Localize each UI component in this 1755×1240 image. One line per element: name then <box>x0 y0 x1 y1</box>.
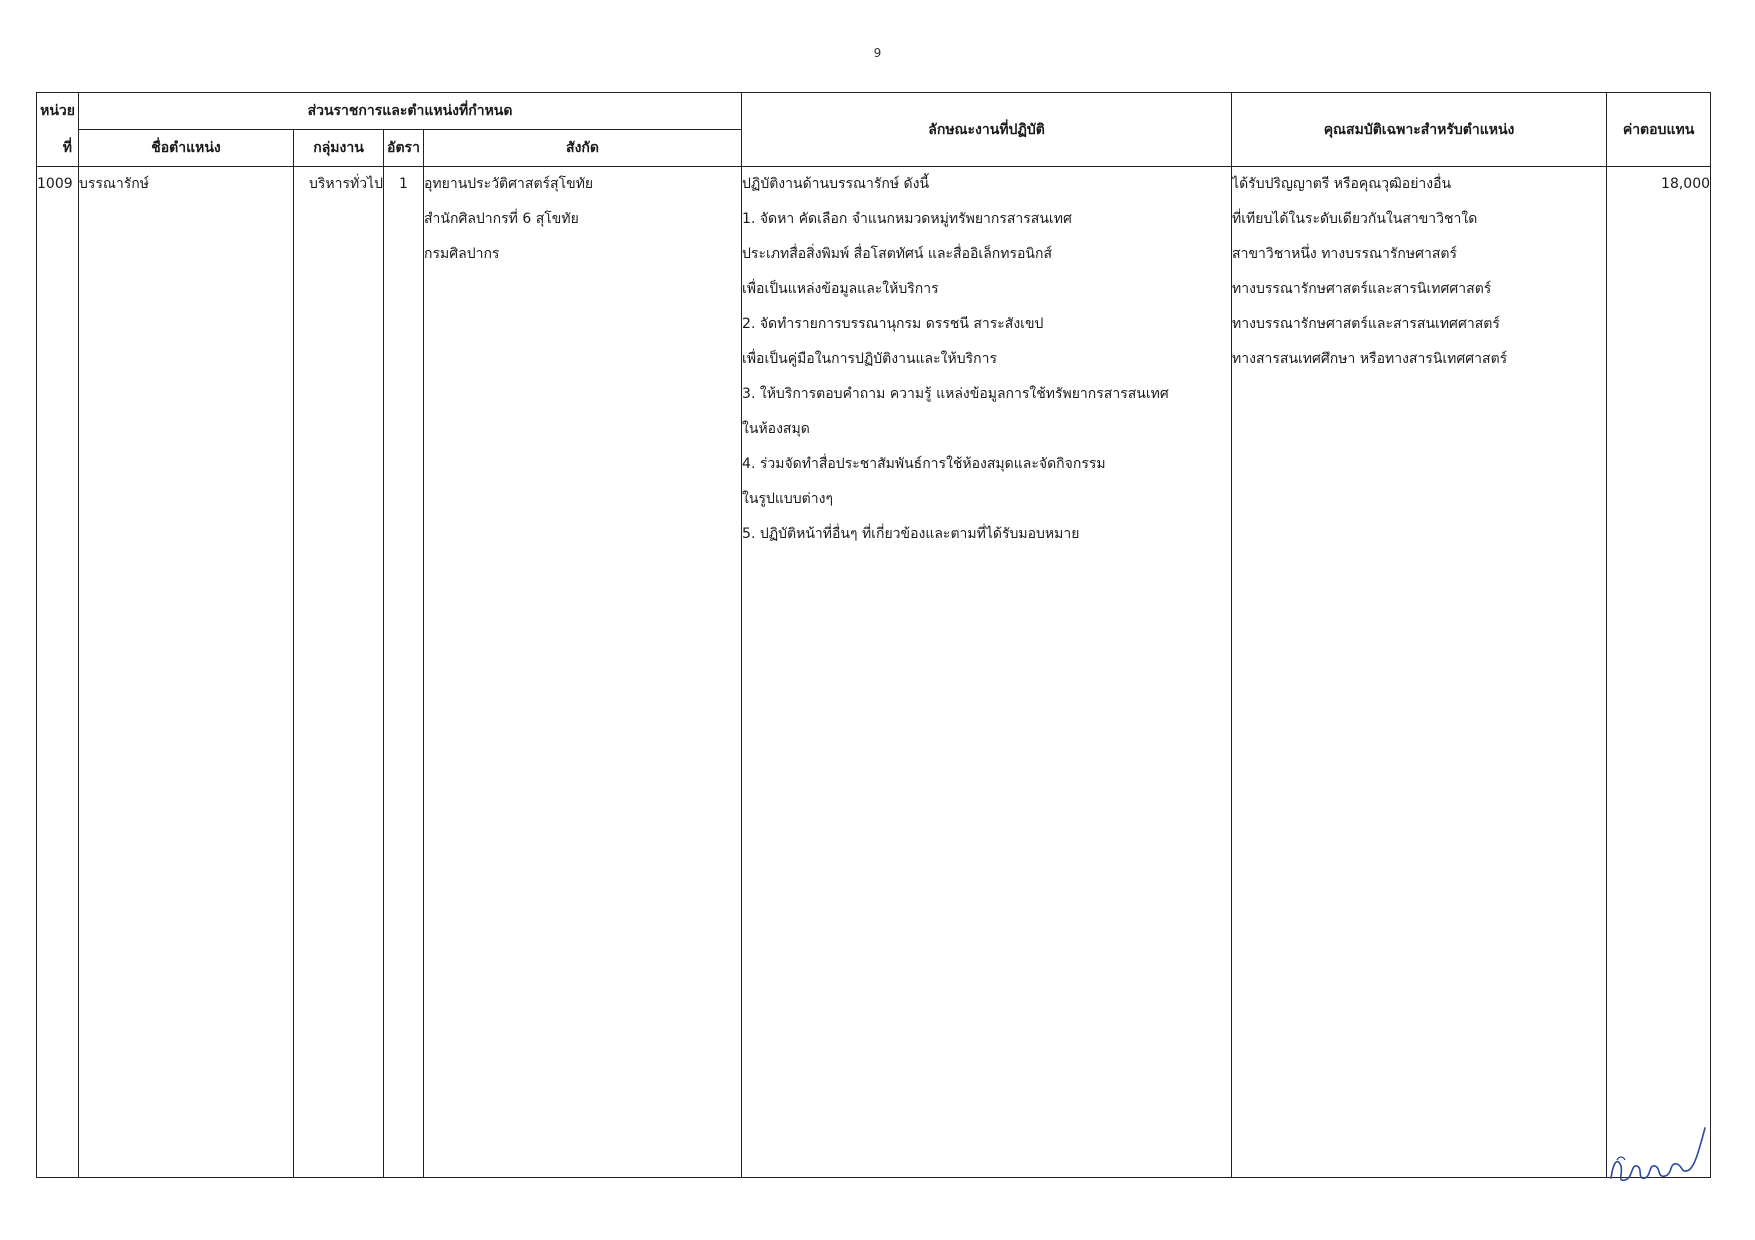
duty-line: 1. จัดหา คัดเลือก จำแนกหมวดหมู่ทรัพยากรสารสนเทศ <box>742 211 1072 227</box>
table-row <box>37 167 1711 1178</box>
header-affiliation: สังกัด <box>424 130 742 167</box>
rate: 1 <box>384 167 424 1178</box>
duty-line: 4. ร่วมจัดทำสื่อประชาสัมพันธ์การใช้ห้องสมุดและจัดกิจกรรม <box>742 456 1106 472</box>
qualification-line: ทางบรรณารักษศาสตร์และสารนิเทศศาสตร์ <box>1232 281 1492 297</box>
work-group: บริหารทั่วไป <box>294 167 384 1178</box>
duty-line: เพื่อเป็นแหล่งข้อมูลและให้บริการ <box>742 281 939 297</box>
position-name: บรรณารักษ์ <box>79 167 294 1178</box>
qualification-line: ที่เทียบได้ในระดับเดียวกันในสาขาวิชาใด <box>1232 211 1478 227</box>
duty-line: 3. ให้บริการตอบคำถาม ความรู้ แหล่งข้อมูลการใช้ทรัพยากรสารสนเทศ <box>742 386 1169 402</box>
unit-number: 1009 <box>37 167 79 1178</box>
affiliation <box>424 167 742 1178</box>
qualification-line: ทางสารสนเทศศึกษา หรือทางสารนิเทศศาสตร์ <box>1232 351 1508 367</box>
duty-line: 5. ปฏิบัติหน้าที่อื่นๆ ที่เกี่ยวข้องและตามที่ได้รับมอบหมาย <box>742 526 1080 542</box>
duty-line: เพื่อเป็นคู่มือในการปฏิบัติงานและให้บริการ <box>742 351 997 367</box>
duty-line: ปฏิบัติงานด้านบรรณารักษ์ ดังนี้ <box>742 176 930 192</box>
header-rate: อัตรา <box>384 130 424 167</box>
header-qualifications: คุณสมบัติเฉพาะสำหรับตำแหน่ง <box>1232 93 1607 167</box>
header-position-name: ชื่อตำแหน่ง <box>79 130 294 167</box>
header-row-top <box>37 93 1711 130</box>
qualification-line: สาขาวิชาหนึ่ง ทางบรรณารักษศาสตร์ <box>1232 246 1458 262</box>
duty-line: ในห้องสมุด <box>742 421 810 437</box>
qualifications <box>1232 167 1607 1178</box>
duty-line: ในรูปแบบต่างๆ <box>742 491 833 507</box>
qualification-line: ได้รับปริญญาตรี หรือคุณวุฒิอย่างอื่น <box>1232 176 1452 192</box>
header-unit-top: หน่วย <box>37 93 79 130</box>
page-number: 9 <box>873 46 882 60</box>
header-duties: ลักษณะงานที่ปฏิบัติ <box>742 93 1232 167</box>
header-unit-bottom: ที่ <box>37 130 79 167</box>
duties <box>742 167 1232 1178</box>
affiliation-line: อุทยานประวัติศาสตร์สุโขทัย <box>424 176 594 192</box>
header-work-group: กลุ่มงาน <box>294 130 384 167</box>
position-table <box>36 92 1711 1178</box>
compensation: 18,000 <box>1607 167 1711 1178</box>
duty-line: 2. จัดทำรายการบรรณานุกรม ดรรชนี สาระสังเขป <box>742 316 1044 332</box>
affiliation-line: สำนักศิลปากรที่ 6 สุโขทัย <box>424 211 579 227</box>
signature-image <box>1603 1120 1713 1190</box>
header-compensation: ค่าตอบแทน <box>1607 93 1711 167</box>
qualification-line: ทางบรรณารักษศาสตร์และสารสนเทศศาสตร์ <box>1232 316 1500 332</box>
duty-line: ประเภทสื่อสิ่งพิมพ์ สื่อโสตทัศน์ และสื่ออิเล็กทรอนิกส์ <box>742 246 1053 262</box>
header-section: ส่วนราชการและตำแหน่งที่กำหนด <box>79 93 742 130</box>
affiliation-line: กรมศิลปากร <box>424 246 500 262</box>
